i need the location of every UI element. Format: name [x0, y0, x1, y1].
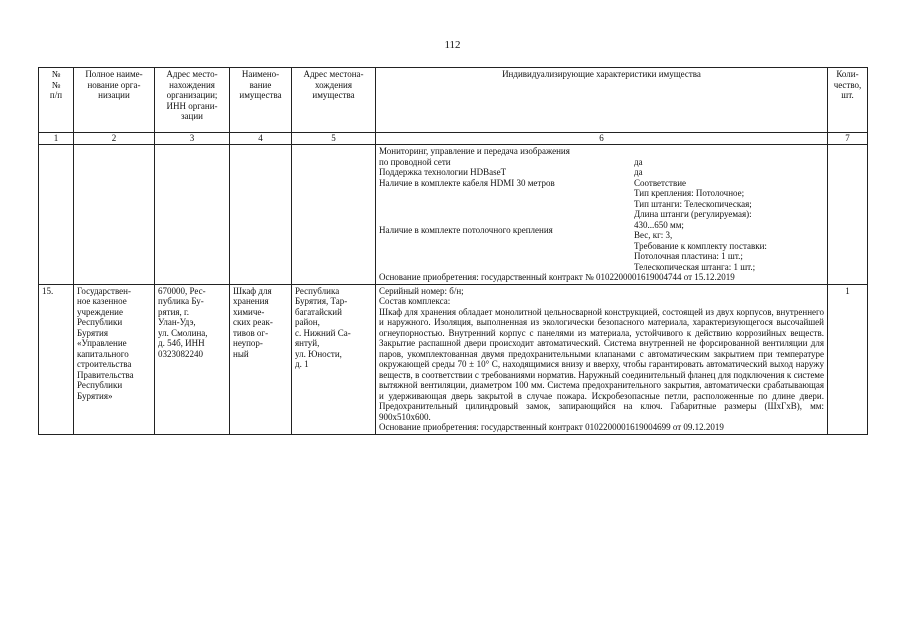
- header-organization: Полное наиме- нование орга- низации: [74, 68, 155, 133]
- serial-number: Серийный номер: б/н;: [379, 285, 464, 296]
- acquisition-basis: Основание приобретения: государственный контракт № 0102200001619004744 от 15.12.2019: [379, 272, 735, 282]
- col-number: 4: [230, 133, 292, 145]
- acquisition-basis: Основание приобретения: государственный контракт 0102200001619004699 от 09.12.2019: [379, 422, 724, 432]
- column-number-row: [39, 133, 868, 145]
- organization-name: Государствен- ное казенное учреждение Республики Бурятия «Управление капитального строительства Правительства Республики Бурятия»: [74, 284, 155, 434]
- spec-line: [379, 188, 824, 272]
- item-description: Шкаф для хранения обладает монолитной цельносварной конструкцией, состоящей из двух корпусов, внутреннего и наружного. Изоляция, выполненная из экологически безопасного материала, характеризующегося высочайшей огнеупорностью. Внутренний корпус с панелями из материала, устойчивого к действию коррозийных веществ. Закрытие распашной двери происходит автоматический. Система внутренней не форсированной вентиляции для паров, укомплектованная двумя предохранительными клапанами с автоматическим закрытием при температуре окружающей среды 70 ± 10° С, находящимися внизу и вверху, чтобы гарантировать автоматический выход наружу веществ, в соответствии с требованиями норматив. Наружный соединительный фланец для подключения к системе вытяжной вентиляции, диаметром 100 мм. Система предохранительного закрытия, автоматически срабатывающая и удерживающая дверь закрытой в случае пожара. Искробезопасные петли, расположенные по длине двери. Предохранительный цилиндровый замок, запирающийся на ключ. Габаритные размеры (ШхГхВ), мм: 900х510х600.: [379, 306, 824, 422]
- organization-address: 670000, Рес- публика Бу- рятия, г. Улан-Удэ, ул. Смолина, д. 54б, ИНН 0323082240: [155, 284, 230, 434]
- characteristics-cell: [376, 284, 828, 434]
- header-number: № № п/п: [39, 68, 74, 133]
- row-number: 15.: [39, 284, 74, 434]
- col-number: 3: [155, 133, 230, 145]
- quantity: 1: [828, 284, 868, 434]
- spec-label: Поддержка технологии HDBaseT: [379, 167, 507, 177]
- set-label: Состав комплекса:: [379, 296, 451, 306]
- spec-value: Соответствие: [634, 177, 687, 188]
- property-table: [38, 67, 868, 435]
- page-number: 112: [444, 39, 461, 51]
- characteristics-cell: [376, 145, 828, 285]
- spec-line: [379, 146, 824, 167]
- spec-label: Наличие в комплекте кабеля HDMI 30 метров: [379, 177, 555, 188]
- table-row-continuation: [39, 145, 868, 285]
- col-number: 7: [828, 133, 868, 145]
- col-number: 2: [74, 133, 155, 145]
- spec-value: да: [634, 167, 643, 177]
- spec-label: Наличие в комплекте потолочного крепления: [379, 224, 553, 235]
- col-number: 6: [376, 133, 828, 145]
- spec-value: да: [634, 156, 643, 167]
- header-org-address: Адрес место- нахождения организации; ИНН органи- зации: [155, 68, 230, 133]
- item-address: Республика Бурятия, Тар- багатайский район, с. Нижний Са- янтуй, ул. Юности, д. 1: [292, 284, 376, 434]
- header-item-address: Адрес местона- хождения имущества: [292, 68, 376, 133]
- table-row-15: [39, 284, 868, 434]
- spec-line: [379, 167, 824, 178]
- header-row: [39, 68, 868, 133]
- col-number: 5: [292, 133, 376, 145]
- header-quantity: Коли- чество, шт.: [828, 68, 868, 133]
- item-name: Шкаф для хранения химиче- ских реак- тивов ог- неупор- ный: [230, 284, 292, 434]
- spec-label: Мониторинг, управление и передача изображения по проводной сети: [379, 146, 570, 167]
- spec-line: [379, 178, 824, 189]
- header-characteristics: Индивидуализирующие характеристики имущества: [376, 68, 828, 133]
- spec-value: Тип крепления: Потолочное; Тип штанги: Телескопическая; Длина штанги (регулируемая): 430...650 мм; Вес, кг: 3, Требование к комплекту поставки: Потолочная пластина: 1 шт.; Телескопическая штанга: 1 шт.;: [634, 188, 767, 272]
- col-number: 1: [39, 133, 74, 145]
- header-item-name: Наимено- вание имущества: [230, 68, 292, 133]
